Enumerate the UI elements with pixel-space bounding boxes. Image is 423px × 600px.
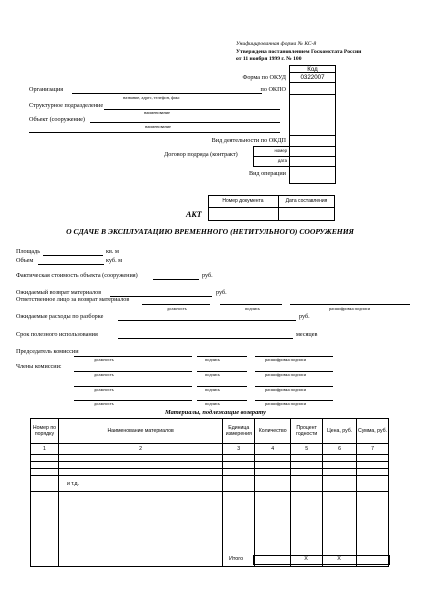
col-header-price: Цена, руб. xyxy=(323,419,357,444)
responsible-decode-field[interactable] xyxy=(290,304,410,305)
materials-table xyxy=(30,418,389,567)
responsible-position-hint: должность xyxy=(167,306,187,311)
total-x-percent: X xyxy=(304,556,308,562)
volume-label: Объем xyxy=(16,257,34,264)
code-header-label: Код xyxy=(307,66,318,73)
etc-cell: и т.д. xyxy=(58,476,222,492)
volume-unit: куб. м xyxy=(106,257,123,264)
table-row[interactable] xyxy=(31,476,389,492)
dismantle-unit: руб. xyxy=(299,313,310,320)
approval-line: Утверждена постановлением Госкомстата России xyxy=(236,48,362,55)
total-label: Итого xyxy=(229,556,244,562)
commission-hint-1-0: должность xyxy=(94,372,114,377)
responsible-decode-hint: расшифровка подписи xyxy=(329,306,371,311)
materials-title: Материалы, подлежащие возврату xyxy=(165,409,266,416)
members-label: Члены комиссии: xyxy=(16,363,62,370)
commission-hint-2-2: расшифровка подписи xyxy=(265,387,307,392)
cost-unit: руб. xyxy=(202,272,213,279)
term-label: Срок полезного использования xyxy=(16,331,98,338)
responsible-signature-hint: подпись xyxy=(245,306,260,311)
act-title: О СДАЧЕ В ЭКСПЛУАТАЦИЮ ВРЕМЕННОГО (НЕТИТУЛЬНОГО) СООРУЖЕНИЯ xyxy=(66,227,354,236)
contract-date-label: дата xyxy=(277,158,287,163)
col-header-quantity: Количество xyxy=(255,419,291,444)
division-label: Структурное подразделение xyxy=(29,102,104,109)
col-header-unit: Единица измерения xyxy=(223,419,255,444)
commission-hint-0-1: подпись xyxy=(205,357,220,362)
col-num-6: 6 xyxy=(323,444,357,455)
commission-hint-1-2: расшифровка подписи xyxy=(265,372,307,377)
organization-hint: название, адрес, телефон, факс xyxy=(123,95,180,100)
commission-field-1-0[interactable] xyxy=(74,371,192,372)
responsible-signature-field[interactable] xyxy=(220,304,282,305)
okud-label: Форма по ОКУД xyxy=(242,74,286,81)
form-header xyxy=(236,41,361,64)
object-label: Объект (сооружение) xyxy=(29,116,85,123)
col-header-sum: Сумма, руб. xyxy=(357,419,389,444)
col-header-number: Номер по порядку xyxy=(31,419,59,444)
doc-date-header: Дата составления xyxy=(285,198,328,204)
col-num-7: 7 xyxy=(357,444,389,455)
table-row[interactable] xyxy=(31,455,389,462)
col-num-2: 2 xyxy=(58,444,222,455)
commission-hint-2-1: подпись xyxy=(205,387,220,392)
organization-field[interactable] xyxy=(72,93,262,94)
cost-label: Фактическая стоимость объекта (сооружения) xyxy=(16,272,138,279)
contract-label: Договор подряда (контракт) xyxy=(164,151,238,158)
commission-hint-3-1: подпись xyxy=(205,401,220,406)
object-field-2[interactable] xyxy=(29,132,280,133)
term-unit: месяцев xyxy=(296,331,318,338)
act-label: АКТ xyxy=(186,210,202,219)
commission-hint-3-0: должность xyxy=(94,401,114,406)
contract-number-label: номер xyxy=(274,148,287,153)
col-num-1: 1 xyxy=(31,444,59,455)
materials-number-row xyxy=(31,444,389,455)
cost-field[interactable] xyxy=(153,279,199,280)
organization-label: Организация xyxy=(29,86,64,93)
codes-column xyxy=(289,72,336,184)
commission-field-0-0[interactable] xyxy=(74,356,192,357)
commission-hint-0-0: должность xyxy=(94,357,114,362)
col-header-name: Наименование материалов xyxy=(58,419,222,444)
col-num-4: 4 xyxy=(255,444,291,455)
chairman-label: Председатель комиссии xyxy=(16,348,79,355)
term-field[interactable] xyxy=(118,338,293,339)
division-field[interactable] xyxy=(104,109,280,110)
doc-number-header: Номер документа xyxy=(222,198,264,204)
col-header-percent: Процент годности xyxy=(291,419,323,444)
area-label: Площадь xyxy=(16,248,41,255)
division-hint: наименование xyxy=(144,110,170,115)
col-num-5: 5 xyxy=(291,444,323,455)
operation-label: Вид операции xyxy=(248,170,286,177)
area-field[interactable] xyxy=(43,255,103,256)
object-field[interactable] xyxy=(90,122,280,123)
approval-date-line: от 11 ноября 1999 г. № 100 xyxy=(236,56,302,62)
okud-code-value: 0322007 xyxy=(300,74,325,81)
table-row[interactable] xyxy=(31,469,389,476)
dismantle-label: Ожидаемые расходы по разборке xyxy=(16,313,104,320)
col-num-3: 3 xyxy=(223,444,255,455)
return-label: Ожидаемый возврат материалов xyxy=(16,289,102,296)
object-hint: наименование xyxy=(145,124,171,129)
commission-hint-0-2: расшифровка подписи xyxy=(265,357,307,362)
area-unit: кв. м xyxy=(106,248,119,255)
volume-field[interactable] xyxy=(38,264,104,265)
commission-field-3-0[interactable] xyxy=(74,400,192,401)
dismantle-field[interactable] xyxy=(118,320,296,321)
okpo-label: по ОКПО xyxy=(260,86,286,93)
commission-hint-1-1: подпись xyxy=(205,372,220,377)
responsible-position-field[interactable] xyxy=(142,304,210,305)
form-code-line: Унифицированная форма № КС-8 xyxy=(236,41,317,47)
return-unit: руб. xyxy=(216,289,227,296)
total-x-price: X xyxy=(337,556,341,562)
materials-header-row xyxy=(31,419,389,444)
commission-field-2-0[interactable] xyxy=(74,386,192,387)
responsible-label: Ответственное лицо за возврат материалов xyxy=(16,296,130,303)
table-row[interactable] xyxy=(31,462,389,469)
commission-hint-3-2: расшифровка подписи xyxy=(265,401,307,406)
commission-hint-2-0: должность xyxy=(94,387,114,392)
okdp-label: Вид деятельности по ОКДП xyxy=(211,137,286,144)
